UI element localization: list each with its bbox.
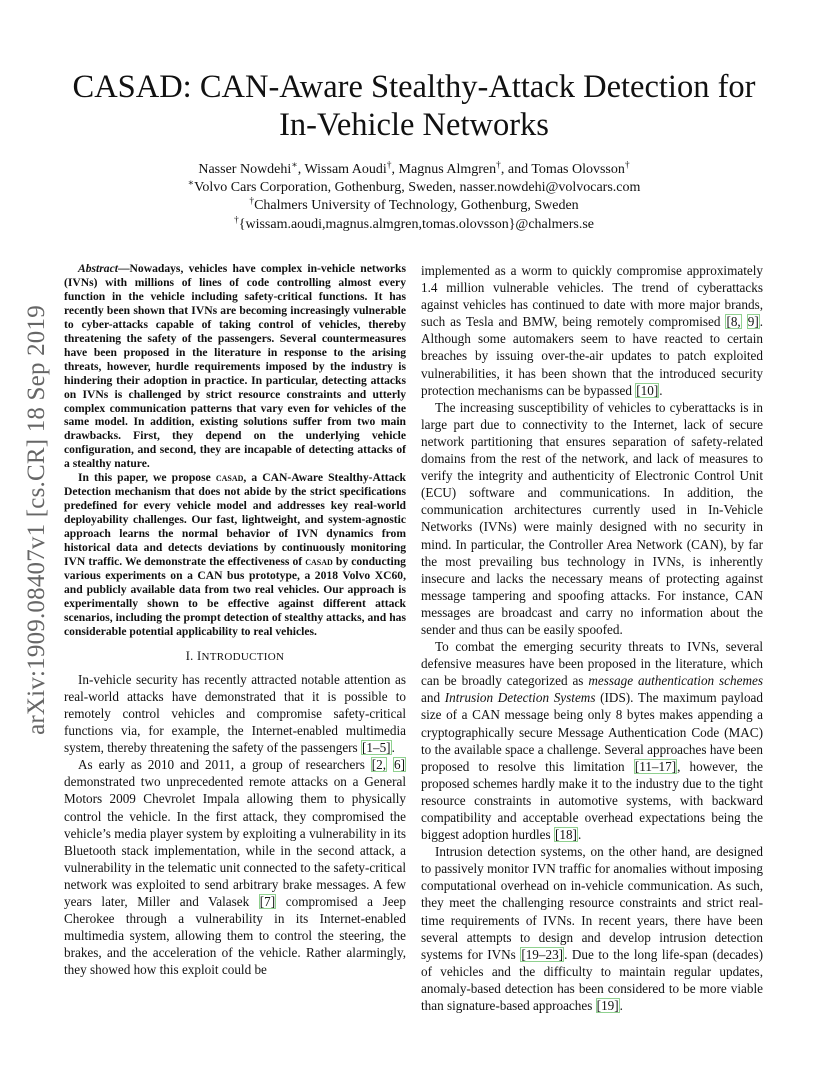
citation-link[interactable]: [2, (371, 757, 387, 773)
author-name: Nasser Nowdehi (198, 162, 292, 177)
left-column (64, 262, 406, 979)
citation-link[interactable]: [18] (554, 827, 577, 843)
author-names: Nasser Nowdehi∗, Wissam Aoudi†, Magnus Almgren†, and Tomas Olovsson† (198, 160, 630, 177)
author-name: Wissam Aoudi (304, 162, 387, 177)
citation-link[interactable]: [10] (636, 382, 659, 398)
abstract (64, 262, 406, 639)
body-paragraph: To combat the emerging security threats to IVNs, several defensive measures have been proposed in the literature, which can be broadly categorized as message authentication schemes and Intrusion Detection Systems (IDS). The maximum payload size of a CAN message being only 8 bytes makes appending a cryptographically secure Message Authentication Code (MAC) to the available space a challenge. Several approaches have been proposed to resolve this limitation [11–17], however, the proposed schemes hardly make it to the industry due to the tight resource constraints in automotive systems, with backward compatibility and acceptable overhead expectations being the biggest adoption hurdles [18]. (421, 639, 763, 843)
system-name: casad (215, 471, 244, 485)
affiliation-line: †Chalmers University of Technology, Gothenburg, Sweden (249, 196, 579, 214)
arxiv-sidebar-stamp (22, 285, 52, 755)
citation-link[interactable]: [11–17] (634, 758, 677, 774)
arxiv-identifier: arXiv:1909.08407v1 [cs.CR] 18 Sep 2019 (23, 305, 50, 735)
body-paragraph: Intrusion detection systems, on the other hand, are designed to passively monitor IVN traffic for anomalies without imposing computational overhead on in-vehicle communication. As such, they meet the challenging resource constraints and strict real-time requirements of IVNs. In recent years, there have been several attempts to design and develop intrusion detection systems for IVNs [19–23]. Due to the long life-span (decades) of vehicles and the difficulty to maintain regular updates, anomaly-based detection has been considered to be more viable than signature-based approaches [19]. (421, 844, 763, 1014)
body-paragraph: implemented as a worm to quickly compromise approximately 1.4 million vulnerable vehicles. The trend of cyberattacks against vehicles has continued to date with more major brands, such as Tesla and BMW, being remotely compromised [8, 9]. Although some automakers seem to have reacted to certain breaches by issuing over-the-air updates to patch exploited vulnerabilities, it has been shown that the introduced security protection mechanisms can be bypassed [10]. (421, 263, 764, 398)
system-name: casad (305, 555, 333, 569)
abstract-paragraph: In this paper, we propose casad, a CAN-Aware Stealthy-Attack Detection mechanism that does not abide by the strict specifications predefined for every vehicle model and addresses key real-world deployability challenges. Our fast, lightweight, and system-agnostic approach learns the normal behavior of IVN dynamics from historical data and detects deviations by continuously monitoring IVN traffic. We demonstrate the effectiveness of casad by conducting various experiments on a CAN bus prototype, a 2018 Volvo XC60, and publicly available data from two real vehicles. Our approach is experimentally shown to be effective against different attack scenarios, including the prompt detection of stealthy attacks, and has considerable potential applicability to real vehicles. (64, 471, 406, 638)
author-mark: † (496, 160, 501, 171)
author-name: Tomas Olovsson (531, 162, 625, 177)
citation-link[interactable]: [1–5] (362, 740, 391, 756)
author-block (60, 161, 768, 234)
right-column (421, 262, 763, 1014)
author-mark: † (386, 160, 392, 171)
body-paragraph: The increasing susceptibility of vehicles to cyberattacks is in large part due to connectivity to the Internet, lack of secure network partitioning that ensures separation of safety-related domains from the rest of the network, and lack of measures to verify the integrity and authenticity of Electronic Control Unit (ECU) software and communications. In addition, the communication architectures currently used in In-Vehicle Networks (IVNs) were mainly designed with no security in mind. In particular, the Controller Area Network (CAN), by far the most prevailing bus technology in IVNs, is inherently insecure and lacks the necessary means of protecting against message tampering and spoofing attacks. For instance, CAN messages are broadcast and carry no information about the sender and thus can be easily spoofed. (421, 399, 763, 637)
author-mark: † (624, 160, 630, 171)
citation-link[interactable]: [7] (259, 894, 276, 910)
citation-link[interactable]: 9] (747, 314, 759, 330)
citation-link[interactable]: [8, (726, 314, 741, 330)
body-paragraph: In-vehicle security has recently attracted notable attention as real-world attacks have demonstrated that it is possible to remotely control vehicles and compromise safety-critical functions via, for example, the Internet-enabled multimedia system, thereby threatening the safety of the passengers [1–5]. (64, 671, 406, 756)
affiliation-line: ∗Volvo Cars Corporation, Gothenburg, Sweden, nasser.nowdehi@volvocars.com (187, 178, 641, 196)
author-name: Magnus Almgren (398, 162, 497, 177)
abstract-paragraph: Abstract—Nowadays, vehicles have complex in-vehicle networks (IVNs) with millions of lines of code controlling almost every function in the vehicle including safety-critical functions. It has recently been shown that IVNs are becoming increasingly vulnerable to cyber-attacks capable of taking control of vehicles, thereby threatening the safety of the passengers. Several countermeasures have been proposed in the literature in response to the arising threats, however, hurdle requirements imposed by the industry is hindering their adoption in practice. In particular, detecting attacks on IVNs is challenged by strict resource constraints and utterly complex communication patterns that vary even for vehicles of the same model. In addition, existing solutions suffer from two main drawbacks. First, they depend on the underlying vehicle configuration, and second, they are incapable of detecting attacks of a stealthy nature. (64, 262, 406, 471)
body-paragraph: As early as 2010 and 2011, a group of researchers [2, 6] demonstrated two unprecedented remote attacks on a General Motors 2009 Chevrolet Impala allowing them to physically control the vehicle. In the first attack, they compromised the vehicle’s media player system by exploiting a vulnerability in its Bluetooth stack implementation, while in the second attack, a vulnerability in the telematic unit connected to the safety-critical network was exploited to send arbitrary brake messages. A few years later, Miller and Valasek [7] compromised a Jeep Cherokee through a vulnerability in its Internet-enabled multimedia system, allowing them to control the steering, the brakes, and the acceleration of the vehicle. Rather alarmingly, they showed how this exploit could be (64, 757, 407, 978)
citation-link[interactable]: [19–23] (521, 946, 564, 962)
abstract-label: Abstract (78, 262, 118, 275)
citation-link[interactable]: 6] (394, 757, 406, 773)
section-heading: I. INTRODUCTION (185, 648, 285, 663)
paper-title: CASAD: CAN-Aware Stealthy-Attack Detection for In-Vehicle Networks (72, 69, 756, 143)
affiliation-line: †{wissam.aoudi,magnus.almgren,tomas.olovsson}@chalmers.se (233, 214, 595, 232)
author-mark: ∗ (291, 160, 298, 171)
citation-link[interactable]: [19] (596, 998, 619, 1014)
